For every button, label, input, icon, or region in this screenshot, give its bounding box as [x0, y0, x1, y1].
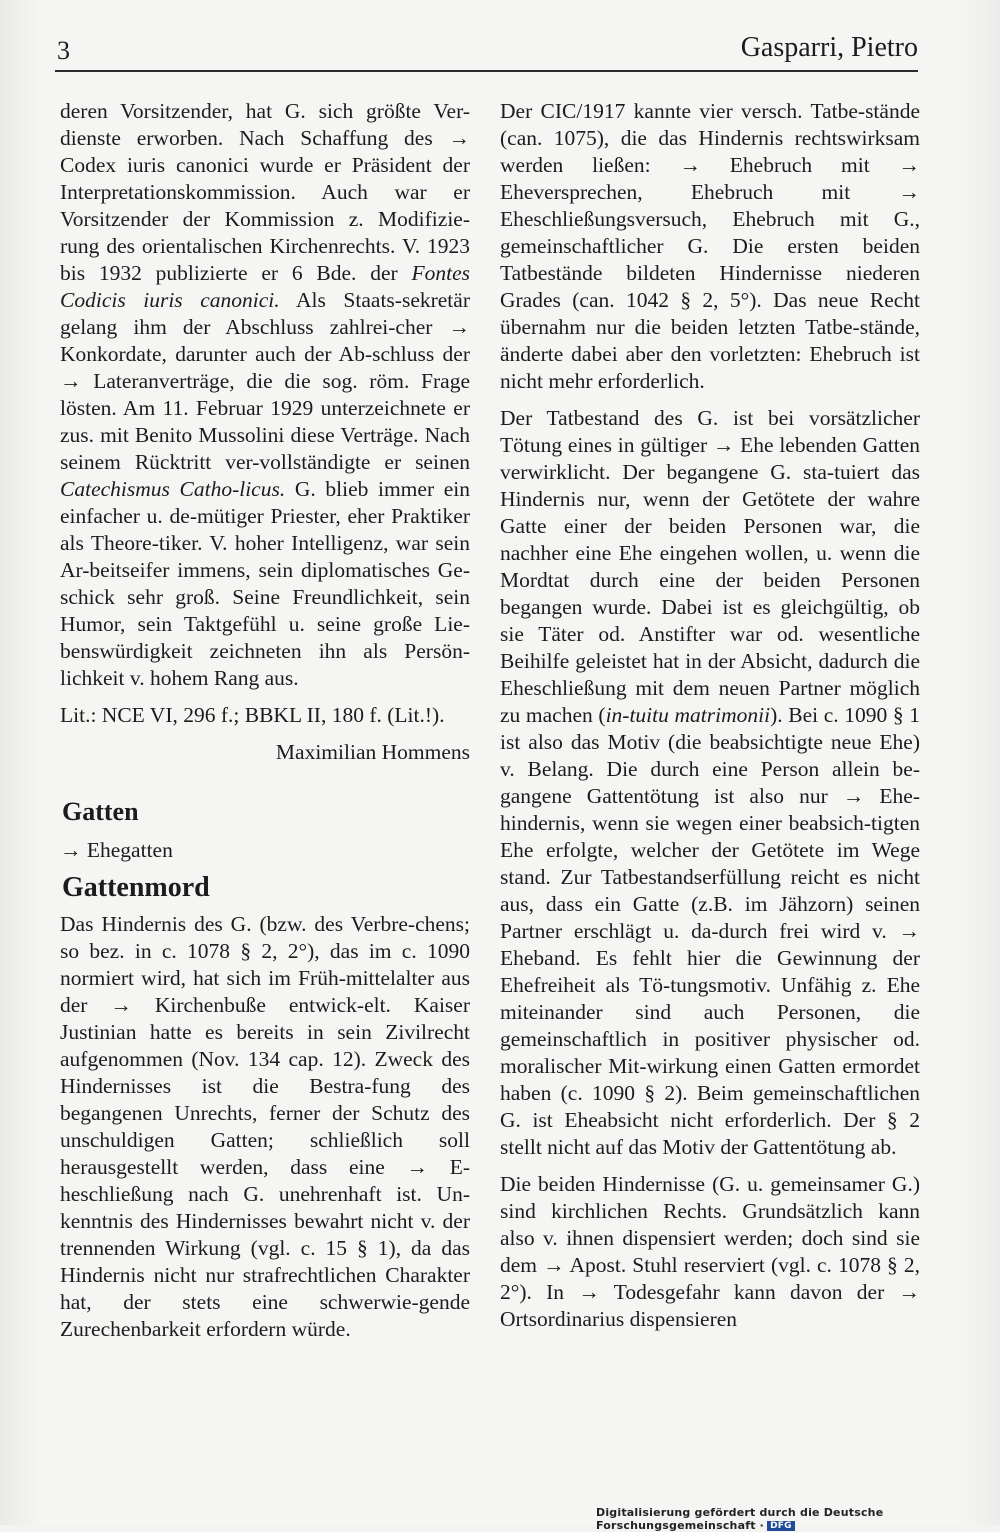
- running-title: Gasparri, Pietro: [740, 32, 918, 63]
- paragraph-cic-1917: Der CIC/1917 kannte vier versch. Tatbe-stände (can. 1075), die das Hindernis rechtswirksam werden ließen: → Ehebruch mit → Eheversprechen, Ehebruch mit → Eheschließungsversuch, Ehebruch mit G., gemeinschaftlicher G. Die ersten beiden Tatbestände bildeten Hindernisse niederen Grades (can. 1042 § 2, 5°). Das neue Recht übernahm nur die beiden letzten Tatbe-stände, änderte dabei aber den vorletzten: Ehebruch ist nicht mehr erforderlich.: [500, 99, 920, 393]
- headword-gatten: Gatten: [62, 797, 139, 826]
- paragraph-tatbestand: Der Tatbestand des G. ist bei vorsätzlicher Tötung eines in gültiger → Ehe lebenden Gatten verwirklicht. Der begangene G. sta-tuiert das Hindernis nur, wenn der Getötete der wahre Gatte einer der beiden Personen war, die nachher eine Ehe eingehen wollen, u. wenn die Mordtat durch eine der beiden Personen begangen wurde. Dabei ist es gleichgültig, ob sie Täter od. Anstifter war od. wesentliche Beihilfe geleistet hat in der Absicht, dadurch die Eheschließung mit dem neuen Partner möglich zu machen (in-tuitu matrimonii). Bei c. 1090 § 1 ist also das Motiv (die beabsichtigte neue Ehe) v. Belang. Die durch eine Person allein be-gangene Gattentötung ist also nur → Ehe-hindernis, wenn sie wegen einer beabsich-tigten Ehe erfolgte, welcher der Getötete im Wege stand. Zur Tatbestandserfüllung reicht es nicht aus, dass ein Gatte (z.B. im Jähzorn) seinen Partner erschlägt u. da-durch frei wird v. → Eheband. Es fehlt hier die Gewinnung der Ehefreiheit als Tö-tungsmotiv. Unfähig z. Ehe miteinander sind auch Personen, die gemeinschaftlich in positiver physischer od. moralischer Mit-wirkung einen Gatten ermordet haben (c. 1090 § 2). Beim gemeinschaftlichen G. ist Eheabsicht nicht erforderlich. Der § 2 stellt nicht auf das Motiv der Gattentötung ab.: [500, 406, 920, 1159]
- cross-reference-ehegatten: → Ehegatten: [60, 838, 173, 862]
- article-author: Maximilian Hommens: [275, 740, 470, 764]
- page-number: 3: [57, 36, 70, 65]
- paragraph-gasparri-continuation: deren Vorsitzender, hat G. sich größte Ver-dienste erworben. Nach Schaffung des → Codex iuris canonici wurde er Präsident der Interpretationskommission. Auch war er Vorsitzender der Kommission z. Modifizie-rung des orientalischen Kirchenrechts. V. 1923 bis 1932 publizierte er 6 Bde. der Fontes Codicis iuris canonici. Als Staats-sekretär gelang ihm der Abschluss zahlrei-cher → Konkordate, darunter auch der Ab-schluss der → Lateranverträge, die die sog. röm. Frage lösten. Am 11. Februar 1929 unterzeichnete er zus. mit Benito Mussolini diese Verträge. Nach seinem Rücktritt ver-vollständigte er seinen Catechismus Catho-licus. G. blieb immer ein einfacher u. de-mütiger Priester, eher Praktiker als Theore-tiker. V. hoher Intelligenz, war sein Ar-beitseifer immens, sein diplomatisches Ge-schick sehr groß. Seine Freundlichkeit, sein Humor, sein Taktgefühl u. seine große Lie-benswürdigkeit zeichneten ihn als Persön-lichkeit v. hohem Rang aus.: [60, 99, 471, 690]
- dfg-logo: DFG: [767, 1521, 795, 1531]
- paragraph-dispens: Die beiden Hindernisse (G. u. gemeinsamer G.) sind kirchlichen Rechts. Grundsätzlich kann also v. ihnen dispensiert werden; doch sind sie dem → Apost. Stuhl reserviert (vgl. c. 1078 § 2, 2°). In → Todesgefahr kann davon der → Ortsordinarius dispensieren: [500, 1172, 920, 1331]
- left-column: [60, 98, 470, 1353]
- literature-reference: Lit.: NCE VI, 296 f.; BBKL II, 180 f. (Lit.!).: [60, 703, 445, 727]
- right-column: [500, 98, 920, 1343]
- headword-gattenmord: Gattenmord: [62, 872, 210, 903]
- paragraph-gattenmord-intro: Das Hindernis des G. (bzw. des Verbre-chens; so bez. in c. 1078 § 2, 2°), das im c. 1090 normiert wird, hat sich im Früh-mittelalter aus der → Kirchenbuße entwick-elt. Kaiser Justinian hatte es bereits in sein Zivilrecht aufgenommen (Nov. 134 cap. 12). Zweck des Hindernisses ist die Bestra-fung des begangenen Unrechts, ferner der Schutz des unschuldigen Gatten; schließlich soll herausgestellt werden, dass eine → E-heschließung nach G. unehrenhaft ist. Un-kenntnis des Hindernisses bewahrt nicht v. der trennenden Wirkung (vgl. c. 15 § 1), da das Hindernis nicht nur strafrechtlichen Charakter hat, der stets eine schwerwie-gende Zurechenbarkeit erfordern würde.: [60, 912, 470, 1341]
- page-header: [55, 30, 918, 72]
- digitization-credit: Digitalisierung gefördert durch die Deutsche Forschungsgemeinschaft · DFG: [596, 1506, 884, 1532]
